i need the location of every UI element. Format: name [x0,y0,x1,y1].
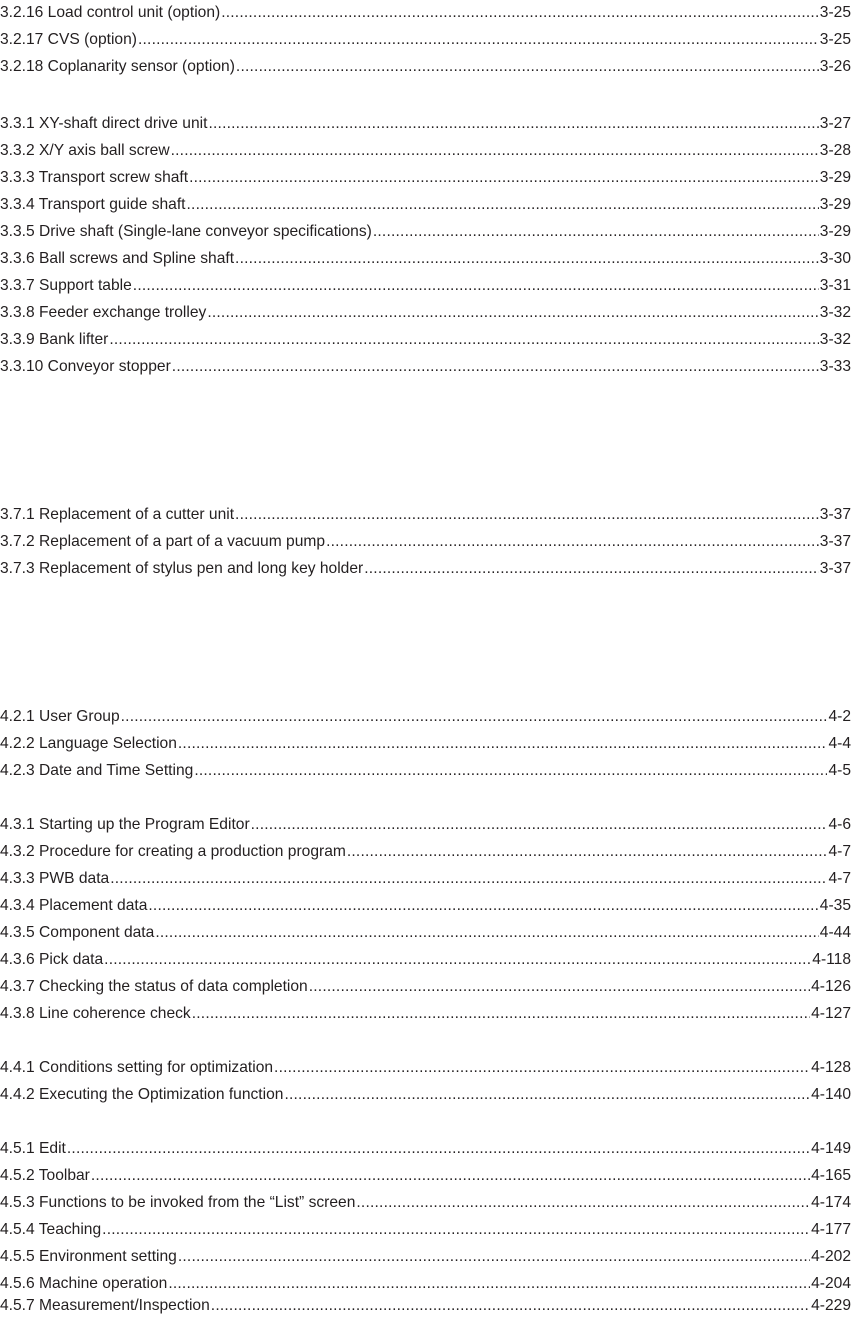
toc-entry [0,356,851,378]
toc-entry-page: 4-165 [811,1167,851,1184]
toc-entry-title: 4.3.1 Starting up the Program Editor [0,816,250,833]
toc-entry-page: 4-128 [811,1059,851,1076]
toc-entry [0,1219,851,1241]
toc-entry [0,895,851,917]
toc-entry-title: 3.3.8 Feeder exchange trolley [0,304,207,321]
toc-entry-title: 3.3.5 Drive shaft (Single-lane conveyor specifications) [0,223,372,240]
toc-entry-title: 3.3.10 Conveyor stopper [0,358,171,375]
toc-entry-page: 4-44 [819,924,851,941]
toc-entry [0,733,851,755]
toc-entry-page: 3-37 [819,560,851,577]
toc-entry-page: 3-30 [819,250,851,267]
toc-entry-page: 4-149 [811,1140,851,1157]
toc-entry-page: 4-204 [811,1275,851,1292]
toc-entry-title: 3.3.6 Ball screws and Spline shaft [0,250,235,267]
toc-entry-page: 3-29 [819,223,851,240]
dot-leader [347,841,828,863]
dot-leader [208,113,818,135]
dot-leader [148,895,818,917]
toc-entry-title: 4.3.2 Procedure for creating a production program [0,843,346,860]
toc-entry-page: 3-29 [819,196,851,213]
toc-entry-page: 4-229 [811,1297,851,1314]
toc-entry [0,760,851,782]
dot-leader [67,1138,810,1160]
toc-entry-title: 4.3.4 Placement data [0,897,148,914]
toc-entry-page: 4-2 [828,708,851,725]
toc-entry-page: 4-126 [811,978,851,995]
toc-entry-page: 4-174 [811,1194,851,1211]
toc-entry-title: 3.7.2 Replacement of a part of a vacuum pump [0,533,326,550]
toc-entry-page: 4-5 [828,762,851,779]
dot-leader [91,1165,810,1187]
toc-entry-page: 4-7 [828,843,851,860]
toc-entry-title: 4.5.7 Measurement/Inspection [0,1297,210,1314]
toc-entry [0,531,851,553]
toc-entry-page: 3-27 [819,115,851,132]
toc-entry [0,949,851,971]
dot-leader [171,140,819,162]
dot-leader [356,1192,810,1214]
toc-entry-title: 4.2.1 User Group [0,708,120,725]
toc-entry [0,1003,851,1025]
toc-entry [0,29,851,51]
toc-entry-title: 4.5.6 Machine operation [0,1275,168,1292]
toc-entry [0,2,851,24]
toc-entry [0,140,851,162]
toc-entry-title: 3.3.9 Bank lifter [0,331,109,348]
dot-leader [235,248,819,270]
toc-entry-title: 4.2.2 Language Selection [0,735,177,752]
dot-leader [274,1057,810,1079]
toc-entry-page: 4-4 [828,735,851,752]
dot-leader [207,302,818,324]
toc-entry-title: 3.2.17 CVS (option) [0,31,137,48]
toc-entry [0,976,851,998]
toc-entry [0,1295,851,1317]
toc-entry [0,221,851,243]
dot-leader [373,221,819,243]
dot-leader [235,504,819,526]
toc-entry [0,113,851,135]
toc-entry-page: 3-37 [819,506,851,523]
toc-entry-title: 4.5.5 Environment setting [0,1248,177,1265]
toc-entry [0,194,851,216]
toc-entry-title: 4.3.5 Component data [0,924,155,941]
toc-entry-page: 3-26 [819,58,851,75]
toc-entry [0,248,851,270]
toc-entry [0,1084,851,1106]
dot-leader [138,29,819,51]
dot-leader [102,1219,810,1241]
toc-entry [0,1057,851,1079]
toc-entry [0,329,851,351]
dot-leader [110,868,827,890]
toc-entry-title: 3.7.3 Replacement of stylus pen and long key holder [0,560,364,577]
toc-entry-title: 4.3.6 Pick data [0,951,104,968]
toc-entry-title: 3.7.1 Replacement of a cutter unit [0,506,235,523]
toc-entry [0,841,851,863]
toc-entry-title: 4.3.8 Line coherence check [0,1005,191,1022]
dot-leader [364,558,819,580]
toc-entry-page: 3-37 [819,533,851,550]
toc-entry [0,1138,851,1160]
toc-entry-title: 4.5.1 Edit [0,1140,66,1157]
toc-entry [0,706,851,728]
toc-entry-page: 3-25 [819,31,851,48]
toc-entry-page: 4-7 [828,870,851,887]
dot-leader [178,1246,810,1268]
toc-entry-page: 4-202 [811,1248,851,1265]
toc-entry [0,1192,851,1214]
toc-entry-title: 4.4.1 Conditions setting for optimization [0,1059,274,1076]
toc-entry-title: 3.3.4 Transport guide shaft [0,196,186,213]
dot-leader [284,1084,810,1106]
dot-leader [178,733,828,755]
dot-leader [168,1273,810,1295]
toc-entry-title: 4.2.3 Date and Time Setting [0,762,194,779]
toc-entry-title: 4.4.2 Executing the Optimization function [0,1086,284,1103]
toc-entry-page: 4-140 [811,1086,851,1103]
dot-leader [221,2,819,24]
dot-leader [189,167,819,189]
dot-leader [192,1003,810,1025]
dot-leader [155,922,818,944]
toc-entry-page: 4-127 [811,1005,851,1022]
dot-leader [172,356,819,378]
toc-entry-title: 3.2.16 Load control unit (option) [0,4,221,21]
toc-entry-title: 4.5.2 Toolbar [0,1167,90,1184]
dot-leader [251,814,828,836]
dot-leader [109,329,818,351]
toc-entry-title: 3.3.1 XY-shaft direct drive unit [0,115,208,132]
dot-leader [211,1295,810,1317]
dot-leader [187,194,819,216]
toc-entry [0,1273,851,1295]
toc-entry [0,922,851,944]
toc-entry-page: 3-29 [819,169,851,186]
toc-entry-title: 4.3.7 Checking the status of data completion [0,978,308,995]
toc-entry-page: 4-35 [819,897,851,914]
toc-entry [0,1246,851,1268]
toc-entry-page: 4-6 [828,816,851,833]
toc-entry-page: 4-118 [812,951,851,968]
dot-leader [104,949,811,971]
toc-entry [0,302,851,324]
dot-leader [326,531,819,553]
toc-entry [0,814,851,836]
toc-entry [0,1165,851,1187]
toc-entry [0,167,851,189]
toc-entry [0,275,851,297]
toc-entry-title: 3.3.3 Transport screw shaft [0,169,189,186]
toc-entry-title: 3.3.2 X/Y axis ball screw [0,142,170,159]
toc-entry [0,868,851,890]
dot-leader [121,706,828,728]
toc-entry [0,504,851,526]
dot-leader [133,275,819,297]
toc-entry-title: 4.3.3 PWB data [0,870,110,887]
toc-entry-page: 3-32 [819,304,851,321]
dot-leader [236,56,819,78]
toc-entry-page: 3-31 [819,277,851,294]
toc-entry-title: 4.5.3 Functions to be invoked from the “List” screen [0,1194,356,1211]
toc-entry-title: 3.2.18 Coplanarity sensor (option) [0,58,235,75]
toc-entry-page: 3-25 [819,4,851,21]
toc-entry [0,558,851,580]
dot-leader [309,976,810,998]
dot-leader [194,760,827,782]
toc-entry-title: 4.5.4 Teaching [0,1221,102,1238]
toc-entry-page: 3-28 [819,142,851,159]
toc-entry-page: 3-33 [819,358,851,375]
toc-entry-title: 3.3.7 Support table [0,277,132,294]
toc-entry-page: 3-32 [819,331,851,348]
toc-entry [0,56,851,78]
toc-entry-page: 4-177 [811,1221,851,1238]
